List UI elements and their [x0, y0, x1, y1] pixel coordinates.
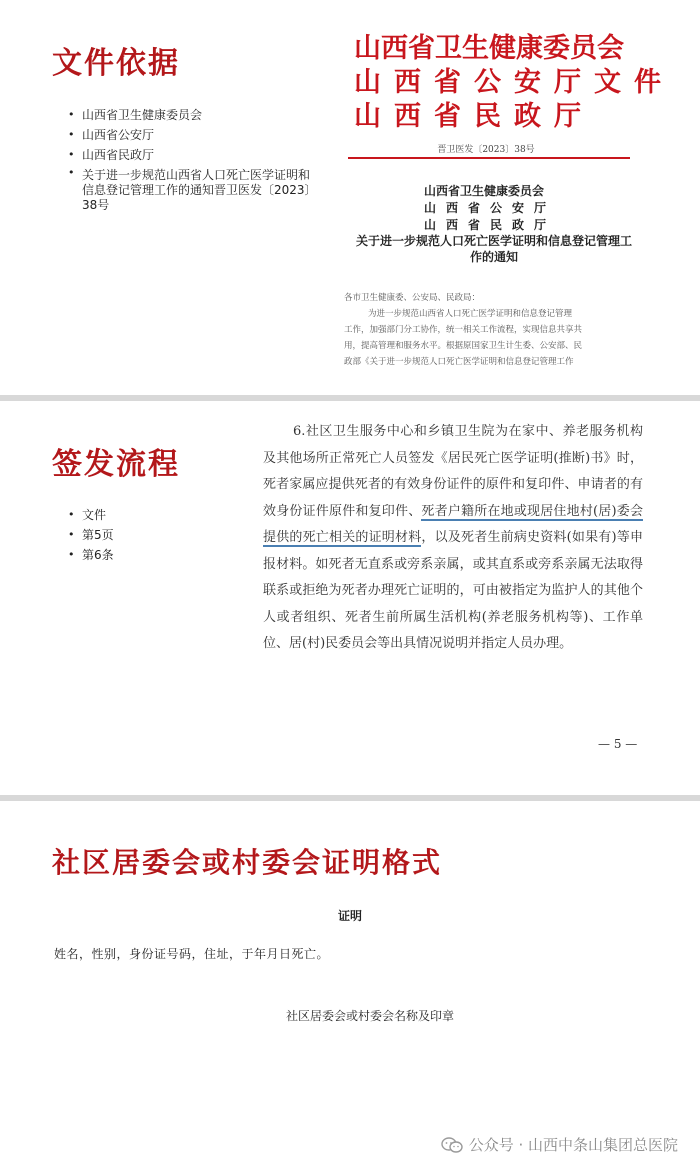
paragraph-text: ，以及死者生前病史资料(如果有)等申报材料。如死者无直系或旁系亲属，或其直系或旁系亲属无法取得联系或拒绝为死者办理死亡证明的，可由被指定为监护人的其他个人或者组织、死者生前所属生活机构(养老服务机构等)、工作单位、居(村)民委员会等出具情况说明并指定人员办理。	[263, 530, 643, 651]
document-body-line: 各市卫生健康委、公安局、民政局：	[344, 293, 481, 303]
document-body-line: 政部《关于进一步规范人口死亡医学证明和信息登记管理工作	[344, 357, 574, 367]
bullet-list	[66, 105, 311, 213]
document-body-line: 为进一步规范山西省人口死亡医学证明和信息登记管理	[368, 309, 573, 319]
red-header-line: 山西省民政厅	[354, 101, 594, 132]
issuer-line: 山西省公安厅	[424, 201, 557, 215]
slide-document-basis	[0, 0, 700, 395]
list-item: • 第5页	[66, 525, 216, 545]
document-body-line: 工作，加强部门分工协作，统一相关工作流程，实现信息共享共	[344, 325, 583, 335]
list-item: • 关于进一步规范山西省人口死亡医学证明和信息登记管理工作的通知晋卫医发〔2023〕38号	[66, 165, 311, 213]
document-paragraph	[263, 419, 643, 658]
red-header-line: 山西省卫生健康委员会	[354, 33, 624, 64]
watermark	[441, 1134, 678, 1155]
certificate-signature: 社区居委会或村委会名称及印章	[285, 1009, 454, 1023]
list-item: • 第6条	[66, 545, 216, 565]
document-body-line: 用，提高管理和服务水平。根据原国家卫生计生委、公安部、民	[344, 341, 583, 351]
highlighted-text: 死者户籍所在地或现居住地村(居)委会提供的死亡相关的证明材料	[263, 503, 643, 545]
document-number: 晋卫医发〔2023〕38号	[437, 145, 535, 155]
issuer-line: 山西省民政厅	[424, 218, 557, 232]
slide-certificate-format	[0, 801, 700, 1171]
certificate-body: 姓名，性别，身份证号码，住址，于年月日死亡。	[54, 947, 330, 961]
list-item: • 山西省公安厅	[66, 125, 311, 145]
document-scan	[336, 0, 674, 395]
section-title: 社区居委会或村委会证明格式	[52, 846, 443, 879]
bullet-list	[66, 505, 216, 565]
list-item: • 山西省民政厅	[66, 145, 311, 165]
red-divider	[348, 157, 630, 159]
paragraph-text: 6.社区卫生服务中心和乡镇卫生院为在家中、养老服务机构及其他场所正常死亡人员签发《居民死亡医学证明(推断)书》时，死者家属应提供死者的有效身份证件的原件和复印件、申请者的有效身份证件原件和复印件、	[263, 424, 643, 519]
watermark-text: 公众号 · 山西中条山集团总医院	[468, 1136, 678, 1154]
certificate-heading: 证明	[337, 909, 362, 923]
wechat-icon	[441, 1137, 463, 1153]
notice-title: 关于进一步规范人口死亡医学证明和信息登记管理工作的通知	[355, 234, 632, 264]
page-number: — 5 —	[598, 737, 638, 751]
list-item: • 文件	[66, 505, 216, 525]
section-title: 签发流程	[52, 447, 180, 482]
issuer-line: 山西省卫生健康委员会	[424, 184, 545, 198]
list-item: • 山西省卫生健康委员会	[66, 105, 311, 125]
section-title: 文件依据	[52, 46, 180, 81]
red-header-line: 山西省公安厅文件	[354, 67, 674, 98]
slide-issuing-process	[0, 401, 700, 795]
